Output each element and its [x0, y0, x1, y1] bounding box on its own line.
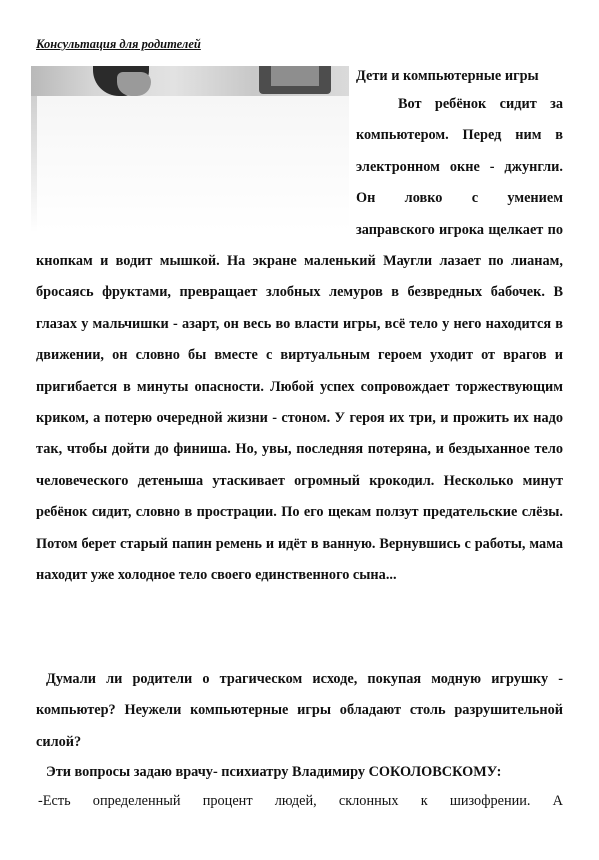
article-body-paragraph-3 [36, 757, 563, 788]
article-body-paragraph-2 [36, 664, 563, 758]
paragraph-4-text: -Есть определенный процент людей, склонных к шизофрении. А [38, 793, 563, 809]
article-title: Дети и компьютерные игры [356, 68, 539, 84]
consultation-heading: Консультация для родителей [36, 37, 201, 51]
paragraph-3-text: Эти вопросы задаю врачу- психиатру Владимиру СОКОЛОВСКОМУ: [46, 764, 502, 780]
article-body-paragraph-1 [36, 0, 563, 592]
paragraph-1-text: Вот ребёнок сидит за компьютером. Перед ним в электронном окне - джунгли. Он ловко с умением заправского игрока щелкает по кнопкам и водит мышкой. На экране маленький Маугли лазает по лианам, бросаясь фруктами, превращает злобных лемуров в безвредных бабочек. В глазах у мальчишки - азарт, он весь во власти игры, всё тело у него находится в движении, он словно бы вместе с виртуальным героем уходит от врагов и пригибается в минуты опасности. Любой успех сопровождает торжествующим криком, а потерю очередной жизни - стоном. У героя их три, и прожить их надо так, чтобы дойти до финиша. Но, увы, последняя потеряна, и бездыханное тело человеческого детеныша утаскивает огромный крокодил. Несколько минут ребёнок сидит, словно в прострации. По его щекам ползут предательские слёзы. Потом берет старый папин ремень и идёт в ванную. Вернувшись с работы, мама находит уже холодное тело своего единственного сына... [36, 96, 563, 584]
article-body-paragraph-4 [36, 786, 563, 817]
paragraph-2-text: Думали ли родители о трагическом исходе, покупая модную игрушку - компьютер? Неужели компьютерные игры обладают столь разрушительной силой? [36, 671, 563, 750]
